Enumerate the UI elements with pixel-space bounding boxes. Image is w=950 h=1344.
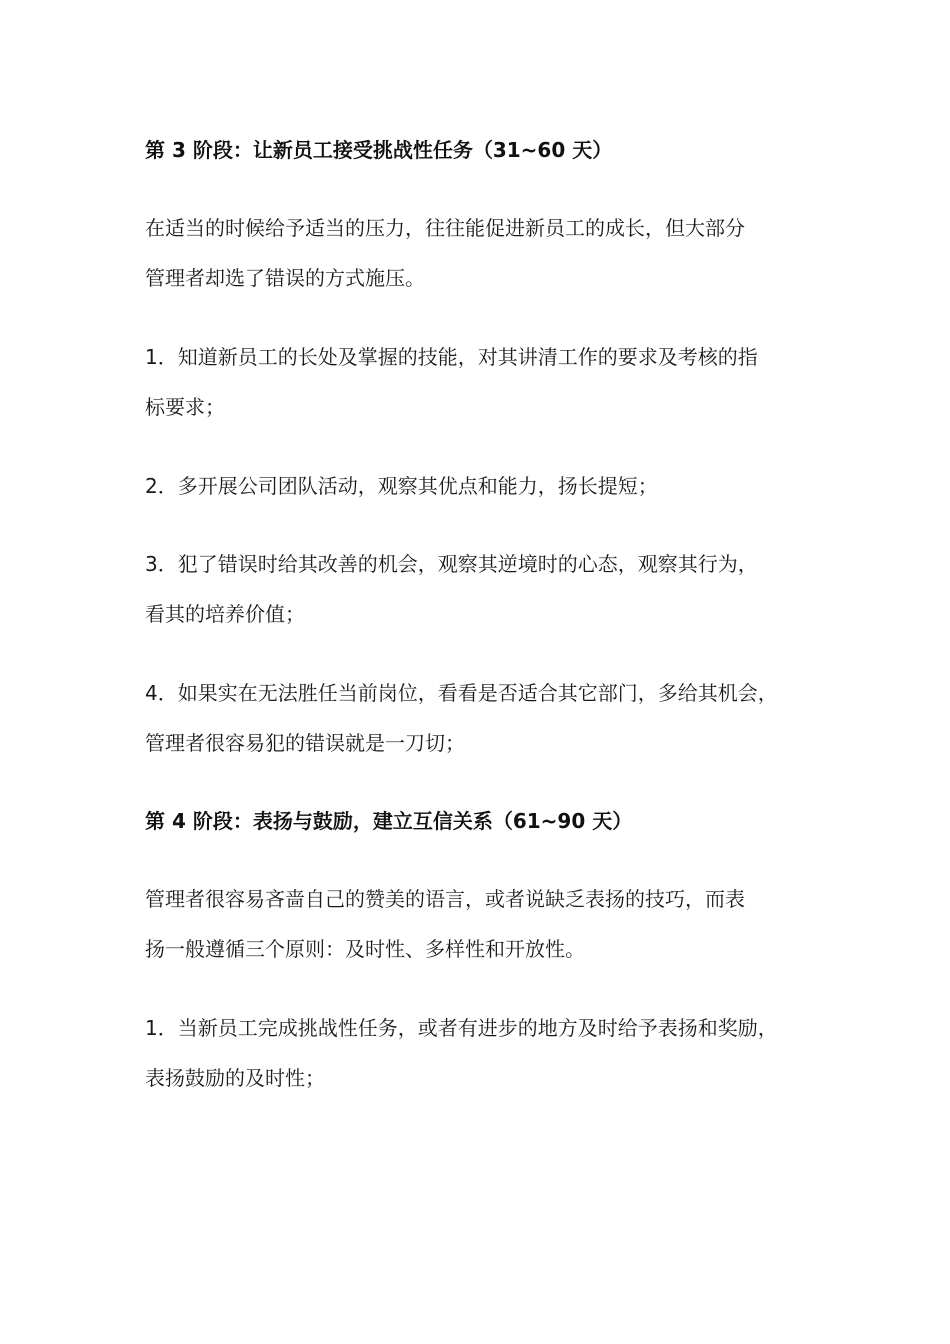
section-3-item-3-line-2: 看其的培养价值； xyxy=(145,602,305,626)
section-3-intro-line-2: 管理者却选了错误的方式施压。 xyxy=(145,266,425,290)
section-3-item-4-line-1: 4．如果实在无法胜任当前岗位，看看是否适合其它部门，多给其机会， xyxy=(145,681,778,705)
section-3-item-3-line-1: 3．犯了错误时给其改善的机会，观察其逆境时的心态，观察其行为， xyxy=(145,552,758,576)
section-4-item-1-line-2: 表扬鼓励的及时性； xyxy=(145,1066,325,1090)
section-4-intro-line-2: 扬一般遵循三个原则：及时性、多样性和开放性。 xyxy=(145,937,585,961)
section-4-heading: 第 4 阶段：表扬与鼓励，建立互信关系（61~90 天） xyxy=(145,809,633,833)
section-3-item-1-line-2: 标要求； xyxy=(145,395,225,419)
section-3-item-1-line-1: 1．知道新员工的长处及掌握的技能，对其讲清工作的要求及考核的指 xyxy=(145,345,758,369)
section-4-item-1-line-1: 1．当新员工完成挑战性任务，或者有进步的地方及时给予表扬和奖励， xyxy=(145,1016,778,1040)
section-3-intro-line-1: 在适当的时候给予适当的压力，往往能促进新员工的成长，但大部分 xyxy=(145,216,745,240)
section-3-item-4-line-2: 管理者很容易犯的错误就是一刀切； xyxy=(145,731,465,755)
section-3-heading: 第 3 阶段：让新员工接受挑战性任务（31~60 天） xyxy=(145,138,613,162)
section-3-item-2-line-1: 2．多开展公司团队活动，观察其优点和能力，扬长提短； xyxy=(145,474,658,498)
section-4-intro-line-1: 管理者很容易吝啬自己的赞美的语言，或者说缺乏表扬的技巧，而表 xyxy=(145,887,745,911)
